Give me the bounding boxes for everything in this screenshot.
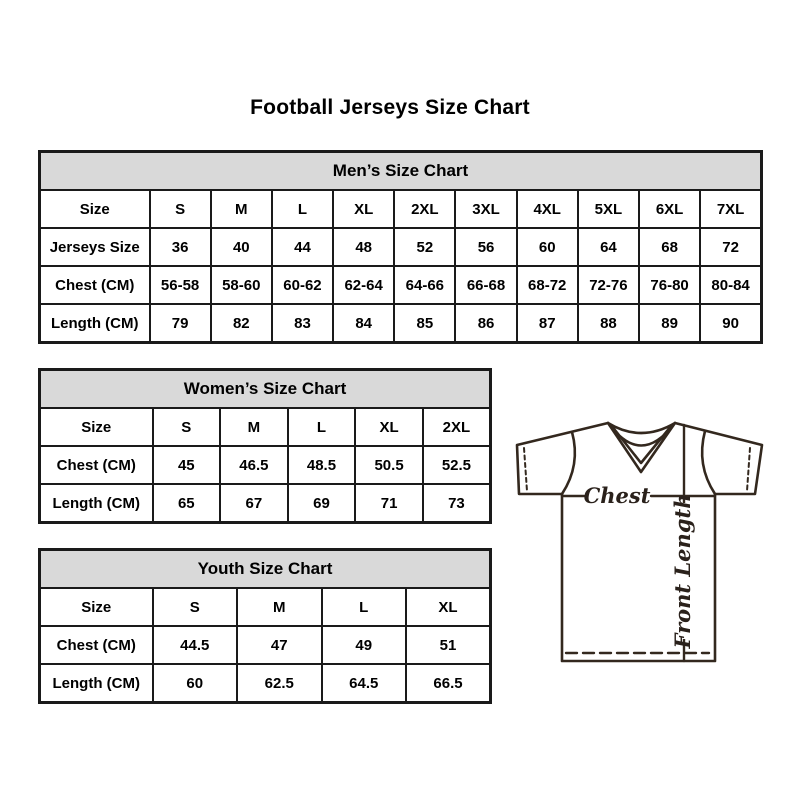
value-cell: 68-72 xyxy=(517,266,578,304)
value-cell: 79 xyxy=(150,304,211,343)
value-cell: M xyxy=(211,190,272,228)
value-cell: 58-60 xyxy=(211,266,272,304)
mens-size-chart xyxy=(38,150,763,344)
value-cell: 85 xyxy=(394,304,455,343)
size-table xyxy=(38,150,763,344)
jersey-vneck-collar xyxy=(608,423,675,472)
value-cell: L xyxy=(288,408,356,446)
value-cell: 48 xyxy=(333,228,394,266)
value-cell: L xyxy=(272,190,333,228)
value-cell: 44 xyxy=(272,228,333,266)
jersey-armhole-right-seam xyxy=(702,431,715,494)
value-cell: 76-80 xyxy=(639,266,700,304)
value-cell: 45 xyxy=(153,446,221,484)
value-cell: 4XL xyxy=(517,190,578,228)
value-cell: S xyxy=(153,588,238,626)
value-cell: 36 xyxy=(150,228,211,266)
value-cell: 73 xyxy=(423,484,491,523)
size-table xyxy=(38,548,492,704)
value-cell: 48.5 xyxy=(288,446,356,484)
value-cell: 82 xyxy=(211,304,272,343)
row-label-cell: Size xyxy=(40,190,150,228)
table-row xyxy=(40,190,762,228)
table-row xyxy=(40,408,491,446)
value-cell: 88 xyxy=(578,304,639,343)
table-title-row xyxy=(40,550,491,589)
value-cell: 52.5 xyxy=(423,446,491,484)
row-label-cell: Length (CM) xyxy=(40,484,153,523)
value-cell: 62.5 xyxy=(237,664,322,703)
value-cell: 60 xyxy=(153,664,238,703)
cuff-stitch-right-dashed xyxy=(747,448,750,491)
front-length-label: Front Length xyxy=(670,493,695,649)
table-row xyxy=(40,304,762,343)
value-cell: S xyxy=(150,190,211,228)
value-cell: 64.5 xyxy=(322,664,407,703)
value-cell: 65 xyxy=(153,484,221,523)
value-cell: 40 xyxy=(211,228,272,266)
value-cell: 71 xyxy=(355,484,423,523)
value-cell: 62-64 xyxy=(333,266,394,304)
value-cell: 2XL xyxy=(394,190,455,228)
value-cell: 72-76 xyxy=(578,266,639,304)
value-cell: 69 xyxy=(288,484,356,523)
value-cell: 51 xyxy=(406,626,491,664)
table-title: Youth Size Chart xyxy=(40,550,491,589)
chest-label: Chest xyxy=(583,483,651,508)
value-cell: M xyxy=(220,408,288,446)
value-cell: 6XL xyxy=(639,190,700,228)
table-row xyxy=(40,588,491,626)
table-row xyxy=(40,484,491,523)
value-cell: L xyxy=(322,588,407,626)
value-cell: S xyxy=(153,408,221,446)
value-cell: 60 xyxy=(517,228,578,266)
page-title: Football Jerseys Size Chart xyxy=(250,96,530,119)
value-cell: XL xyxy=(355,408,423,446)
table-row xyxy=(40,266,762,304)
value-cell: 90 xyxy=(700,304,761,343)
value-cell: 56 xyxy=(455,228,516,266)
value-cell: 5XL xyxy=(578,190,639,228)
row-label-cell: Length (CM) xyxy=(40,304,150,343)
row-label-cell: Chest (CM) xyxy=(40,266,150,304)
jersey-body-outline xyxy=(517,423,762,661)
value-cell: 67 xyxy=(220,484,288,523)
size-table xyxy=(38,368,492,524)
value-cell: 3XL xyxy=(455,190,516,228)
table-row xyxy=(40,626,491,664)
row-label-cell: Size xyxy=(40,588,153,626)
value-cell: 80-84 xyxy=(700,266,761,304)
table-title: Men’s Size Chart xyxy=(40,152,762,191)
value-cell: 60-62 xyxy=(272,266,333,304)
cuff-stitch-left-dashed xyxy=(524,448,527,491)
value-cell: 66-68 xyxy=(455,266,516,304)
value-cell: 87 xyxy=(517,304,578,343)
row-label-cell: Chest (CM) xyxy=(40,446,153,484)
table-row xyxy=(40,228,762,266)
value-cell: 49 xyxy=(322,626,407,664)
table-row xyxy=(40,446,491,484)
value-cell: 52 xyxy=(394,228,455,266)
jersey-armhole-left-seam xyxy=(562,432,575,494)
value-cell: 72 xyxy=(700,228,761,266)
value-cell: 66.5 xyxy=(406,664,491,703)
value-cell: M xyxy=(237,588,322,626)
value-cell: 56-58 xyxy=(150,266,211,304)
table-title: Women’s Size Chart xyxy=(40,370,491,409)
value-cell: 7XL xyxy=(700,190,761,228)
value-cell: 46.5 xyxy=(220,446,288,484)
value-cell: XL xyxy=(406,588,491,626)
table-title-row xyxy=(40,152,762,191)
row-label-cell: Jerseys Size xyxy=(40,228,150,266)
womens-size-chart xyxy=(38,368,492,524)
value-cell: 84 xyxy=(333,304,394,343)
value-cell: 64-66 xyxy=(394,266,455,304)
value-cell: 47 xyxy=(237,626,322,664)
value-cell: 64 xyxy=(578,228,639,266)
value-cell: 44.5 xyxy=(153,626,238,664)
row-label-cell: Length (CM) xyxy=(40,664,153,703)
value-cell: 68 xyxy=(639,228,700,266)
value-cell: 86 xyxy=(455,304,516,343)
value-cell: XL xyxy=(333,190,394,228)
value-cell: 50.5 xyxy=(355,446,423,484)
jersey-measurement-diagram xyxy=(505,403,775,678)
youth-size-chart xyxy=(38,548,492,704)
row-label-cell: Size xyxy=(40,408,153,446)
table-title-row xyxy=(40,370,491,409)
value-cell: 2XL xyxy=(423,408,491,446)
value-cell: 83 xyxy=(272,304,333,343)
value-cell: 89 xyxy=(639,304,700,343)
table-row xyxy=(40,664,491,703)
row-label-cell: Chest (CM) xyxy=(40,626,153,664)
